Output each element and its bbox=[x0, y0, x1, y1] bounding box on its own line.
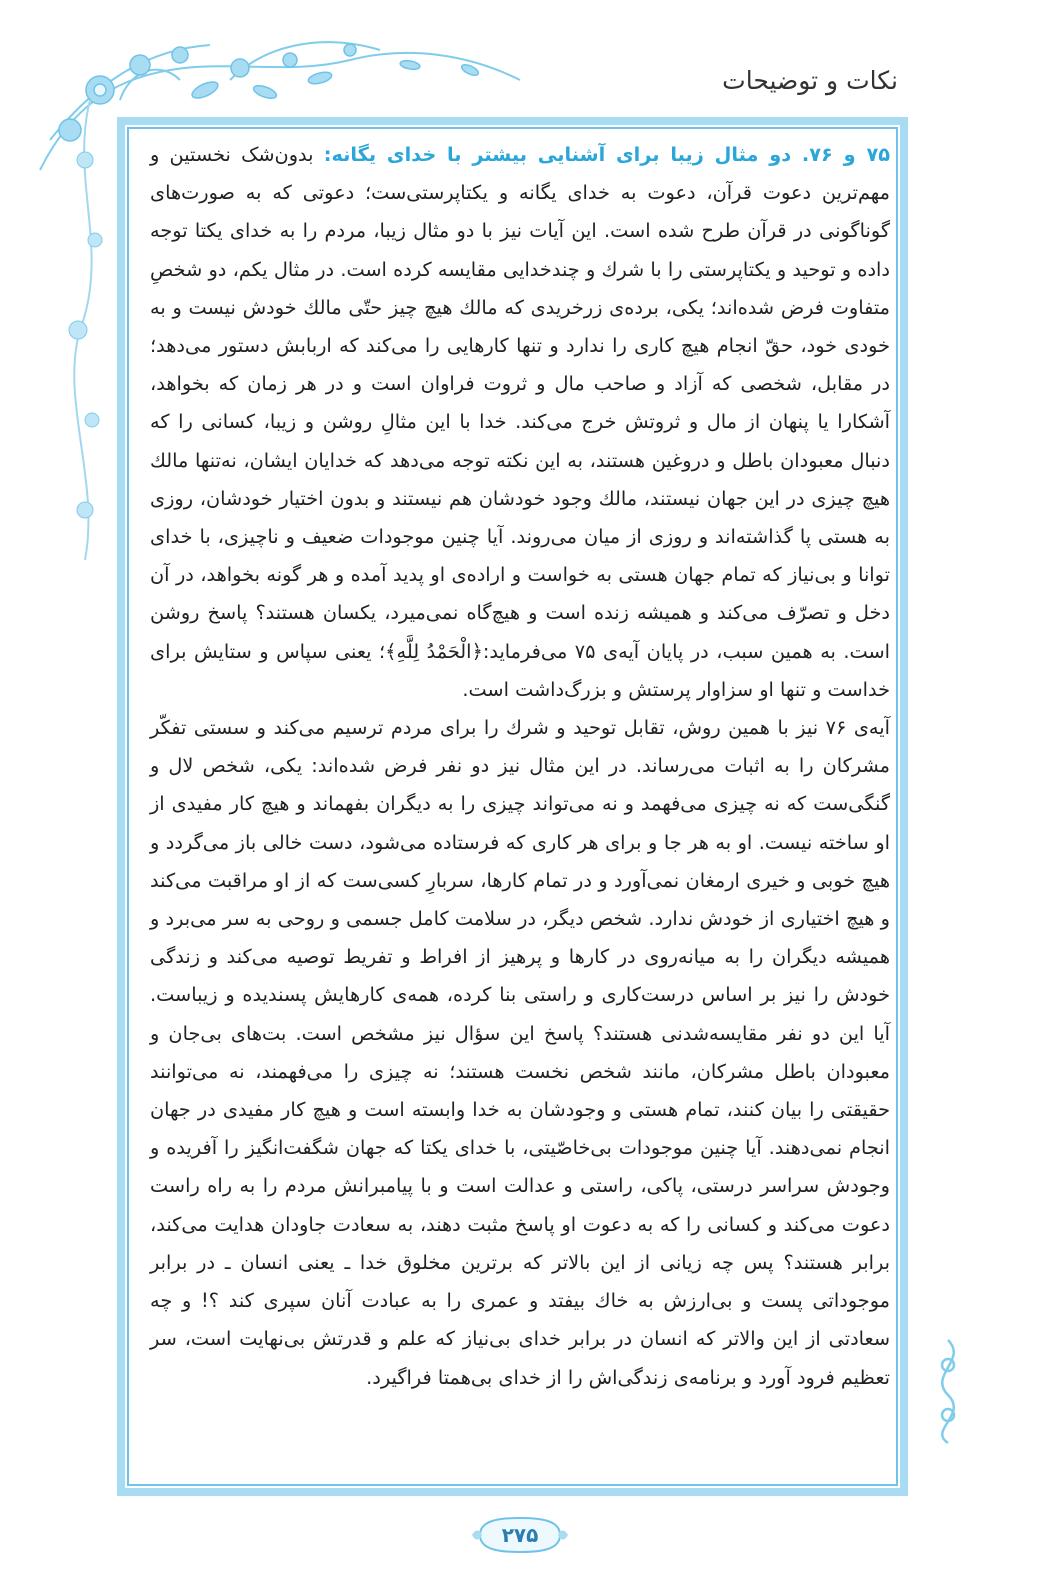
paragraph-1 bbox=[150, 136, 890, 709]
article-heading: ۷۵ و ۷۶. دو مثال زیبا برای آشنایی بیشتر با خدای یگانه: bbox=[323, 143, 890, 166]
section-title: نکات و توضیحات bbox=[722, 66, 898, 95]
scroll-ornament-icon bbox=[918, 1335, 978, 1445]
paragraph-2: آیه‌ی ۷۶ نیز با همین روش، تقابل توحید و شرك را برای مردم ترسیم می‌کند و سستی تفکّر مشرکان را به اثبات می‌رساند. در این مثال نیز دو نفر فرض شده‌اند: یکی، شخص لال و گنگی‌ست که نه چیزی می‌فهمد و نه می‌تواند چیزی را به دیگران بفهماند و هیچ کار مفیدی از او ساخته نیست. او به هر جا و برای هر کاری که فرستاده می‌شود، دست خالی باز می‌گردد و هیچ خوبی و خیری ارمغان نمی‌آورد و در تمام کارها، سربارِ کسی‌ست که از او مراقبت می‌کند و هیچ اختیاری از خودش ندارد. شخص دیگر، در سلامت کامل جسمی و روحی به سر می‌برد و همیشه دیگران را به میانه‌روی در کارها و پرهیز از افراط و تفریط توصیه می‌کند و زندگی خودش را نیز بر اساس درست‌کاری و راستی بنا کرده، همه‌ی کارهایش پسندیده و زیباست. آیا این دو نفر مقایسه‌شدنی هستند؟ پاسخ این سؤال نیز مشخص است. بت‌های بی‌جان و معبودان باطل مشرکان، مانند شخص نخست هستند؛ نه چیزی را می‌فهمند، نه می‌توانند حقیقتی را بیان کنند، تمام هستی و وجودشان به خدا وابسته است و هیچ کار مفیدی در جهان انجام نمی‌دهند. آیا چنین موجودات بی‌خاصّیتی، با خدای یکتا که جهان شگفت‌انگیز را آفریده و وجودش سراسر درستی، پاکی، راستی و عدالت است و با پیامبرانش مردم را به راه راست دعوت می‌کند و کسانی را که به دعوت او پاسخ مثبت دهند، به سعادت جاودان هدایت می‌کند، برابر هستند؟ پس چه زیانی از این بالاتر که برترین مخلوق خدا ـ یعنی انسان ـ در برابر موجوداتی پست و بی‌ارزش به خاك بیفتد و عمری را به عبادت آنان سپری کند ؟! و چه سعادتی از این والاتر که انسان در برابر خدای بی‌نیاز که علم و قدرتش بی‌نهایت است، سر تعظیم فرود آورد و برنامه‌ی زندگی‌اش را از خدای بی‌همتا فراگیرد. bbox=[150, 716, 890, 1389]
page-number: ۲۷۵ bbox=[501, 1523, 539, 1547]
article-body bbox=[150, 136, 890, 1486]
page-number-badge bbox=[470, 1510, 570, 1560]
paragraph-1-text: بدون‌شک نخستین و مهم‌ترین دعوت قرآن، دعوت به خدای یگانه و یکتاپرستی‌ست؛ دعوتی که به صورت‌های گوناگونی در قرآن طرح شده است. این آیات نیز با دو مثال زیبا، مردم را به خدای یکتا توجه داده و توحید و یکتاپرستی را با شرك و چندخدایی مقایسه کرده است. در مثال یکم، دو شخصِ متفاوت فرض شده‌اند؛ یکی، برده‌ی زرخریدی که مالك هیچ چیز حتّی مالك خودش نیست و به خودی خود، حقّ انجام هیچ کاری را ندارد و تنها کارهایی را می‌کند که اربابش دستور می‌دهد؛ در مقابل، شخصی که آزاد و صاحب مال و ثروت فراوان است و در هر زمان که بخواهد، آشکارا یا پنهان از مال و ثروتش خرج می‌کند. خدا با این مثالِ روشن و زیبا، کسانی را که دنبال معبودان باطل و دروغین هستند، به این نکته توجه می‌دهد که خدایان ایشان، نه‌تنها مالك هیچ چیزی در این جهان نیستند، مالك وجود خودشان هم نیستند و بدون اختیار خودشان، روزی به هستی پا گذاشته‌اند و روزی از میان می‌روند. آیا چنین موجودات ضعیف و ناچیزی، با خدای توانا و بی‌نیاز که تمام جهان هستی به خواست و اراده‌ی او پدید آمده و هر گونه بخواهد، در آن دخل و تصرّف می‌کند و همیشه زنده است و هیچ‌گاه نمی‌میرد، یکسان هستند؟ پاسخ روشن است. به همین سبب، در پایان آیه‌ی ۷۵ می‌فرماید:﴿الْحَمْدُ لِلَّهِ﴾؛ یعنی سپاس و ستایش برای خداست و تنها او سزاوار پرستش و بزرگ‌داشت است. bbox=[150, 143, 890, 701]
